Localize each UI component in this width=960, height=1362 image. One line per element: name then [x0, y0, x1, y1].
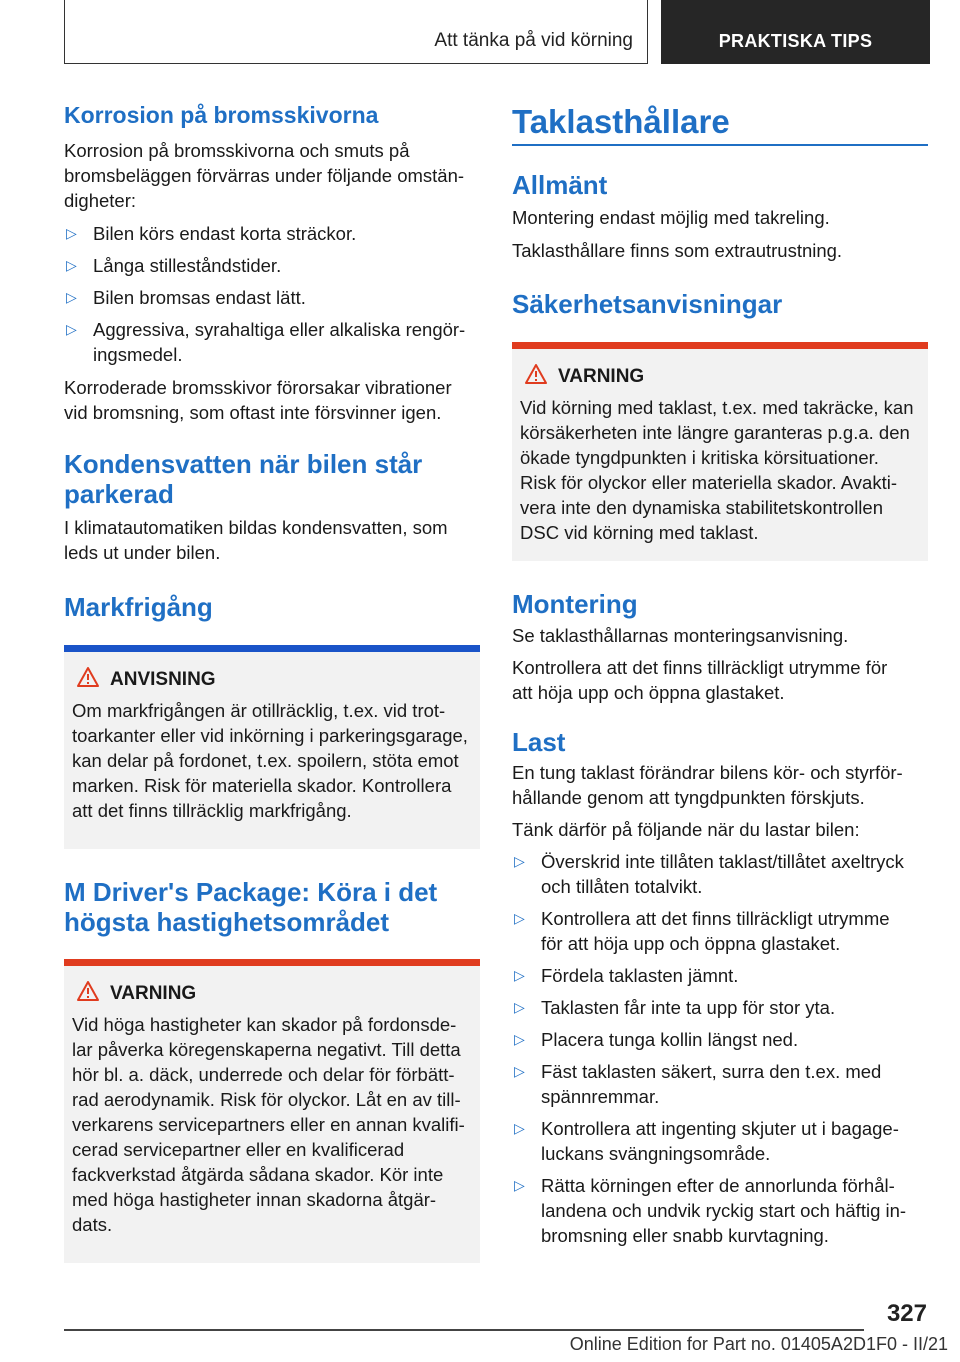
list-item-text: landena och undvik ryckig start och häftig in- [541, 1200, 907, 1221]
list-item-text: Fäst taklasten säkert, surra den t.ex. med [541, 1061, 882, 1082]
triangle-right-icon: ▷ [66, 321, 77, 337]
triangle-right-icon: ▷ [514, 1177, 525, 1193]
text-line: ökade tyngdpunkten i kritiska körsituationer. [520, 447, 879, 468]
list-item [512, 995, 928, 1020]
list-item-text: Fördela taklasten jämnt. [541, 965, 739, 986]
notice-bar-red [512, 342, 928, 349]
list-item [512, 963, 928, 988]
triangle-right-icon: ▷ [514, 1063, 525, 1079]
list-item [512, 1116, 928, 1166]
page-number: 327 [886, 1300, 927, 1327]
list-item-text: ingsmedel. [93, 344, 183, 365]
text-line: Kontrollera att det finns tillräckligt utrymme för [512, 657, 888, 678]
text-line: marken. Risk för materiella skador. Kontrollera [72, 775, 452, 796]
text-line: digheter: [64, 190, 136, 211]
list-item-text: Aggressiva, syrahaltiga eller alkaliska rengör- [93, 319, 466, 340]
text-line: kan delar på fordonet, t.ex. spoilern, stöta emot [72, 750, 459, 771]
notice-markfrigang [64, 652, 480, 849]
last-list [512, 849, 928, 1248]
text-line: hör bl. a. däck, underrede och delar för förbätt- [72, 1064, 455, 1085]
allmant-p1: Montering endast möjlig med takreling. [512, 207, 830, 228]
list-item-text: Kontrollera att det finns tillräckligt utrymme [541, 908, 890, 929]
text-line: att höja upp och öppna glastaket. [512, 682, 785, 703]
text-line: Om markfrigången är otillräcklig, t.ex. vid trot- [72, 700, 446, 721]
notice-label: VARNING [110, 983, 197, 1004]
list-item-text: Placera tunga kollin längst ned. [541, 1029, 799, 1050]
text-line: DSC vid körning med taklast. [520, 522, 759, 543]
section-title: Att tänka på vid körning [434, 30, 633, 51]
text-line: bromsbeläggen förvärras under följande omstän- [64, 165, 465, 186]
notice-title [72, 982, 472, 1006]
page-header [64, 0, 930, 64]
heading-line: Kondensvatten när bilen står [64, 449, 423, 479]
triangle-right-icon: ▷ [66, 257, 77, 273]
footer-rule [64, 1329, 864, 1331]
notice-bar-blue [64, 645, 480, 652]
list-item [512, 849, 928, 899]
triangle-right-icon: ▷ [66, 289, 77, 305]
text-line: Korrosion på bromsskivorna och smuts på [64, 140, 410, 161]
list-item [64, 317, 480, 367]
text-line: med höga hastigheter innan skadorna åtgär- [72, 1189, 437, 1210]
heading-korrosion: Korrosion på bromsskivorna [64, 102, 379, 128]
triangle-right-icon: ▷ [514, 967, 525, 983]
triangle-right-icon: ▷ [514, 910, 525, 926]
heading-line: parkerad [64, 479, 174, 509]
heading-taklasthallare: Taklasthållare [512, 103, 730, 140]
heading-montering: Montering [512, 589, 638, 619]
section-tab [64, 0, 648, 64]
montering-p2 [512, 655, 928, 705]
notice-label: VARNING [558, 366, 645, 387]
text-line: Risk för olyckor eller materiella skador. Avakti- [520, 472, 897, 493]
notice-label: ANVISNING [110, 669, 216, 690]
list-item-text: Långa stilleståndstider. [93, 255, 282, 276]
text-line: lar påverka köregenskaperna negativt. Till detta [72, 1039, 461, 1060]
text-line: rad aerodynamik. Risk för olyckor. Låt en av till- [72, 1089, 461, 1110]
list-item [512, 906, 928, 956]
last-p1 [512, 760, 928, 810]
text-line: leds ut under bilen. [64, 542, 221, 563]
korrosion-list [64, 221, 480, 367]
list-item [512, 1173, 928, 1248]
warning-triangle-icon [524, 363, 548, 385]
list-item [512, 1059, 928, 1109]
warning-triangle-icon [76, 980, 100, 1002]
triangle-right-icon: ▷ [514, 1120, 525, 1136]
list-item [64, 221, 480, 246]
list-item [64, 285, 480, 310]
text-line: Korroderade bromsskivor förorsakar vibrationer [64, 377, 452, 398]
list-item-text: Taklasten får inte ta upp för stor yta. [541, 997, 836, 1018]
heading-sakerhet: Säkerhetsanvisningar [512, 289, 783, 319]
text-line: att det finns tillräcklig markfrigång. [72, 800, 352, 821]
text-line: körsäkerheten inte längre garanteras p.g.a. den [520, 422, 910, 443]
text-line: toarkanter eller vid inkörning i parkeringsgarage, [72, 725, 468, 746]
triangle-right-icon: ▷ [514, 1031, 525, 1047]
heading-line: högsta hastighetsområdet [64, 907, 390, 937]
list-item-text: spännremmar. [541, 1086, 660, 1107]
text-line: Vid höga hastigheter kan skador på fordonsde- [72, 1014, 457, 1035]
text-line: Vid körning med taklast, t.ex. med takräcke, kan [520, 397, 914, 418]
warning-triangle-icon [76, 666, 100, 688]
heading-mdriver [64, 877, 480, 937]
list-item-text: bromsning eller snabb kurvtagning. [541, 1225, 829, 1246]
montering-p1: Se taklasthållarnas monteringsanvisning. [512, 625, 849, 646]
title-underline [512, 144, 928, 146]
notice-title [72, 668, 472, 692]
text-line: dats. [72, 1214, 113, 1235]
heading-kondens [64, 449, 480, 509]
triangle-right-icon: ▷ [514, 853, 525, 869]
list-item-text: Kontrollera att ingenting skjuter ut i bagage- [541, 1118, 899, 1139]
list-item-text: Bilen bromsas endast lätt. [93, 287, 306, 308]
allmant-p2: Taklasthållare finns som extrautrustning. [512, 240, 843, 261]
text-line: fackverkstad åtgärda sådana skador. Kör inte [72, 1164, 444, 1185]
text-line: verkarens servicepartners eller en annan kvalifi- [72, 1114, 465, 1135]
korrosion-intro [64, 138, 480, 213]
list-item [512, 1027, 928, 1052]
list-item-text: Överskrid inte tillåten taklast/tillåtet axeltryck [541, 851, 904, 872]
text-line: vid bromsning, som oftast inte försvinner igen. [64, 402, 442, 423]
chapter-tab [661, 0, 930, 64]
chapter-title: PRAKTISKA TIPS [718, 31, 873, 51]
last-p2: Tänk därför på följande när du lastar bilen: [512, 819, 860, 840]
footer-edition: Online Edition for Part no. 01405A2D1F0 - II/21 [569, 1334, 948, 1354]
triangle-right-icon: ▷ [66, 225, 77, 241]
text-line: I klimatautomatiken bildas kondensvatten, som [64, 517, 448, 538]
list-item-text: Bilen körs endast korta sträckor. [93, 223, 357, 244]
heading-line: M Driver's Package: Köra i det [64, 877, 438, 907]
triangle-right-icon: ▷ [514, 999, 525, 1015]
list-item-text: för att höja upp och öppna glastaket. [541, 933, 841, 954]
list-item-text: och tillåten totalvikt. [541, 876, 703, 897]
text-line: vera inte den dynamiska stabilitetskontrollen [520, 497, 883, 518]
text-line: cerad servicepartner eller en kvalificerad [72, 1139, 405, 1160]
left-column [64, 100, 480, 1263]
text-line: En tung taklast förändrar bilens kör- och styrför- [512, 762, 903, 783]
notice-sakerhet [512, 349, 928, 561]
right-column [512, 102, 928, 1248]
list-item [64, 253, 480, 278]
heading-allmant: Allmänt [512, 170, 608, 200]
kondens-text [64, 515, 480, 565]
korrosion-outro [64, 375, 480, 425]
list-item-text: Rätta körningen efter de annorlunda förhål- [541, 1175, 895, 1196]
text-line: hållande genom att tyngdpunkten förskjuts. [512, 787, 865, 808]
notice-title [520, 365, 920, 389]
notice-mdriver [64, 966, 480, 1263]
list-item-text: luckans svängningsområde. [541, 1143, 771, 1164]
heading-last: Last [512, 727, 566, 757]
notice-bar-red [64, 959, 480, 966]
heading-markfrigang: Markfrigång [64, 592, 213, 622]
